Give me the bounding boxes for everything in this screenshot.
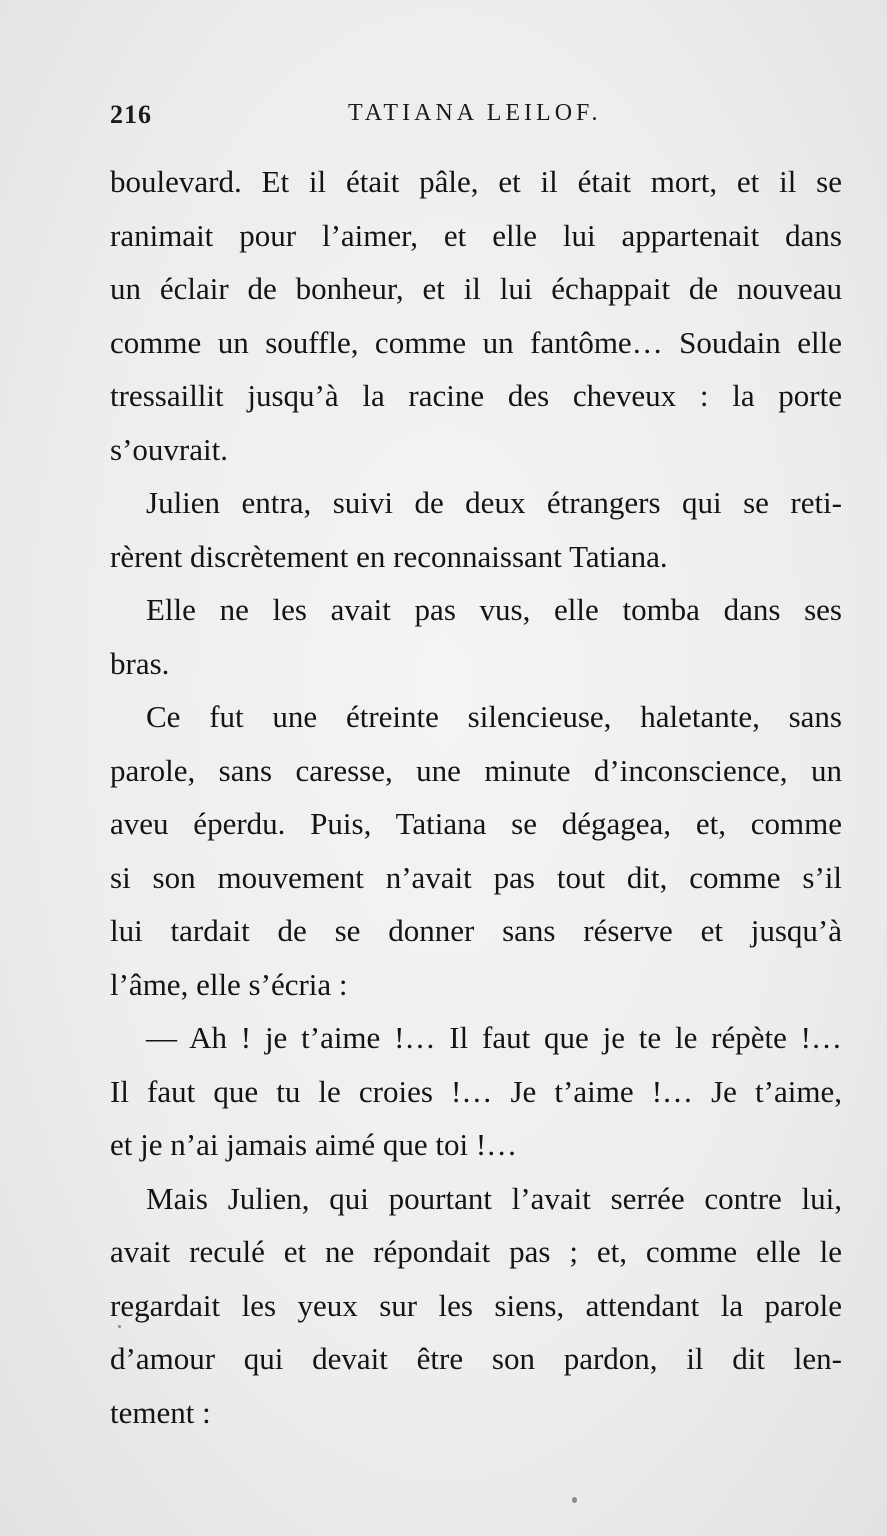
text-line: si son mouvement n’avait pas tout dit, comme s’il	[110, 859, 842, 895]
text-line: boulevard. Et il était pâle, et il était mort, et il se	[110, 164, 842, 199]
text-line: Ce fut une étreinte silencieuse, haletante, sans	[146, 699, 842, 734]
page-header	[110, 100, 845, 140]
text-line: comme un souffle, comme un fantôme… Soudain elle	[110, 324, 842, 360]
text-line: Mais Julien, qui pourtant l’avait serrée contre lui,	[146, 1180, 842, 1216]
running-title: TATIANA LEILOF.	[348, 100, 602, 126]
paper-speck	[572, 1497, 577, 1503]
text-line: rèrent discrètement en reconnaissant Tatiana.	[110, 538, 668, 574]
text-line: Elle ne les avait pas vus, elle tomba dans ses	[146, 592, 842, 627]
text-line: l’âme, elle s’écria :	[110, 966, 348, 1002]
text-line: bras.	[110, 645, 170, 681]
text-line: — Ah ! je t’aime !… Il faut que je te le répète !…	[146, 1020, 842, 1055]
body-text	[110, 155, 842, 1439]
text-line: Julien entra, suivi de deux étrangers qui se reti-	[146, 485, 842, 520]
text-line: regardait les yeux sur les siens, attendant la parole	[110, 1287, 842, 1323]
page-number: 216	[110, 100, 152, 129]
text-line: parole, sans caresse, une minute d’inconscience, un	[110, 752, 842, 788]
paper-speck	[118, 1325, 121, 1328]
text-line: ranimait pour l’aimer, et elle lui appartenait dans	[110, 217, 842, 253]
text-line: avait reculé et ne répondait pas ; et, comme elle le	[110, 1234, 842, 1269]
text-line: et je n’ai jamais aimé que toi !…	[110, 1127, 518, 1162]
text-line: un éclair de bonheur, et il lui échappait de nouveau	[110, 271, 842, 306]
text-line: tement :	[110, 1394, 211, 1430]
text-line: Il faut que tu le croies !… Je t’aime !… Je t’aime,	[110, 1073, 842, 1109]
text-line: s’ouvrait.	[110, 431, 228, 467]
text-line: aveu éperdu. Puis, Tatiana se dégagea, et, comme	[110, 806, 842, 841]
text-line: d’amour qui devait être son pardon, il dit len-	[110, 1341, 842, 1376]
text-line: tressaillit jusqu’à la racine des cheveux : la porte	[110, 378, 842, 413]
text-line: lui tardait de se donner sans réserve et jusqu’à	[110, 913, 842, 948]
